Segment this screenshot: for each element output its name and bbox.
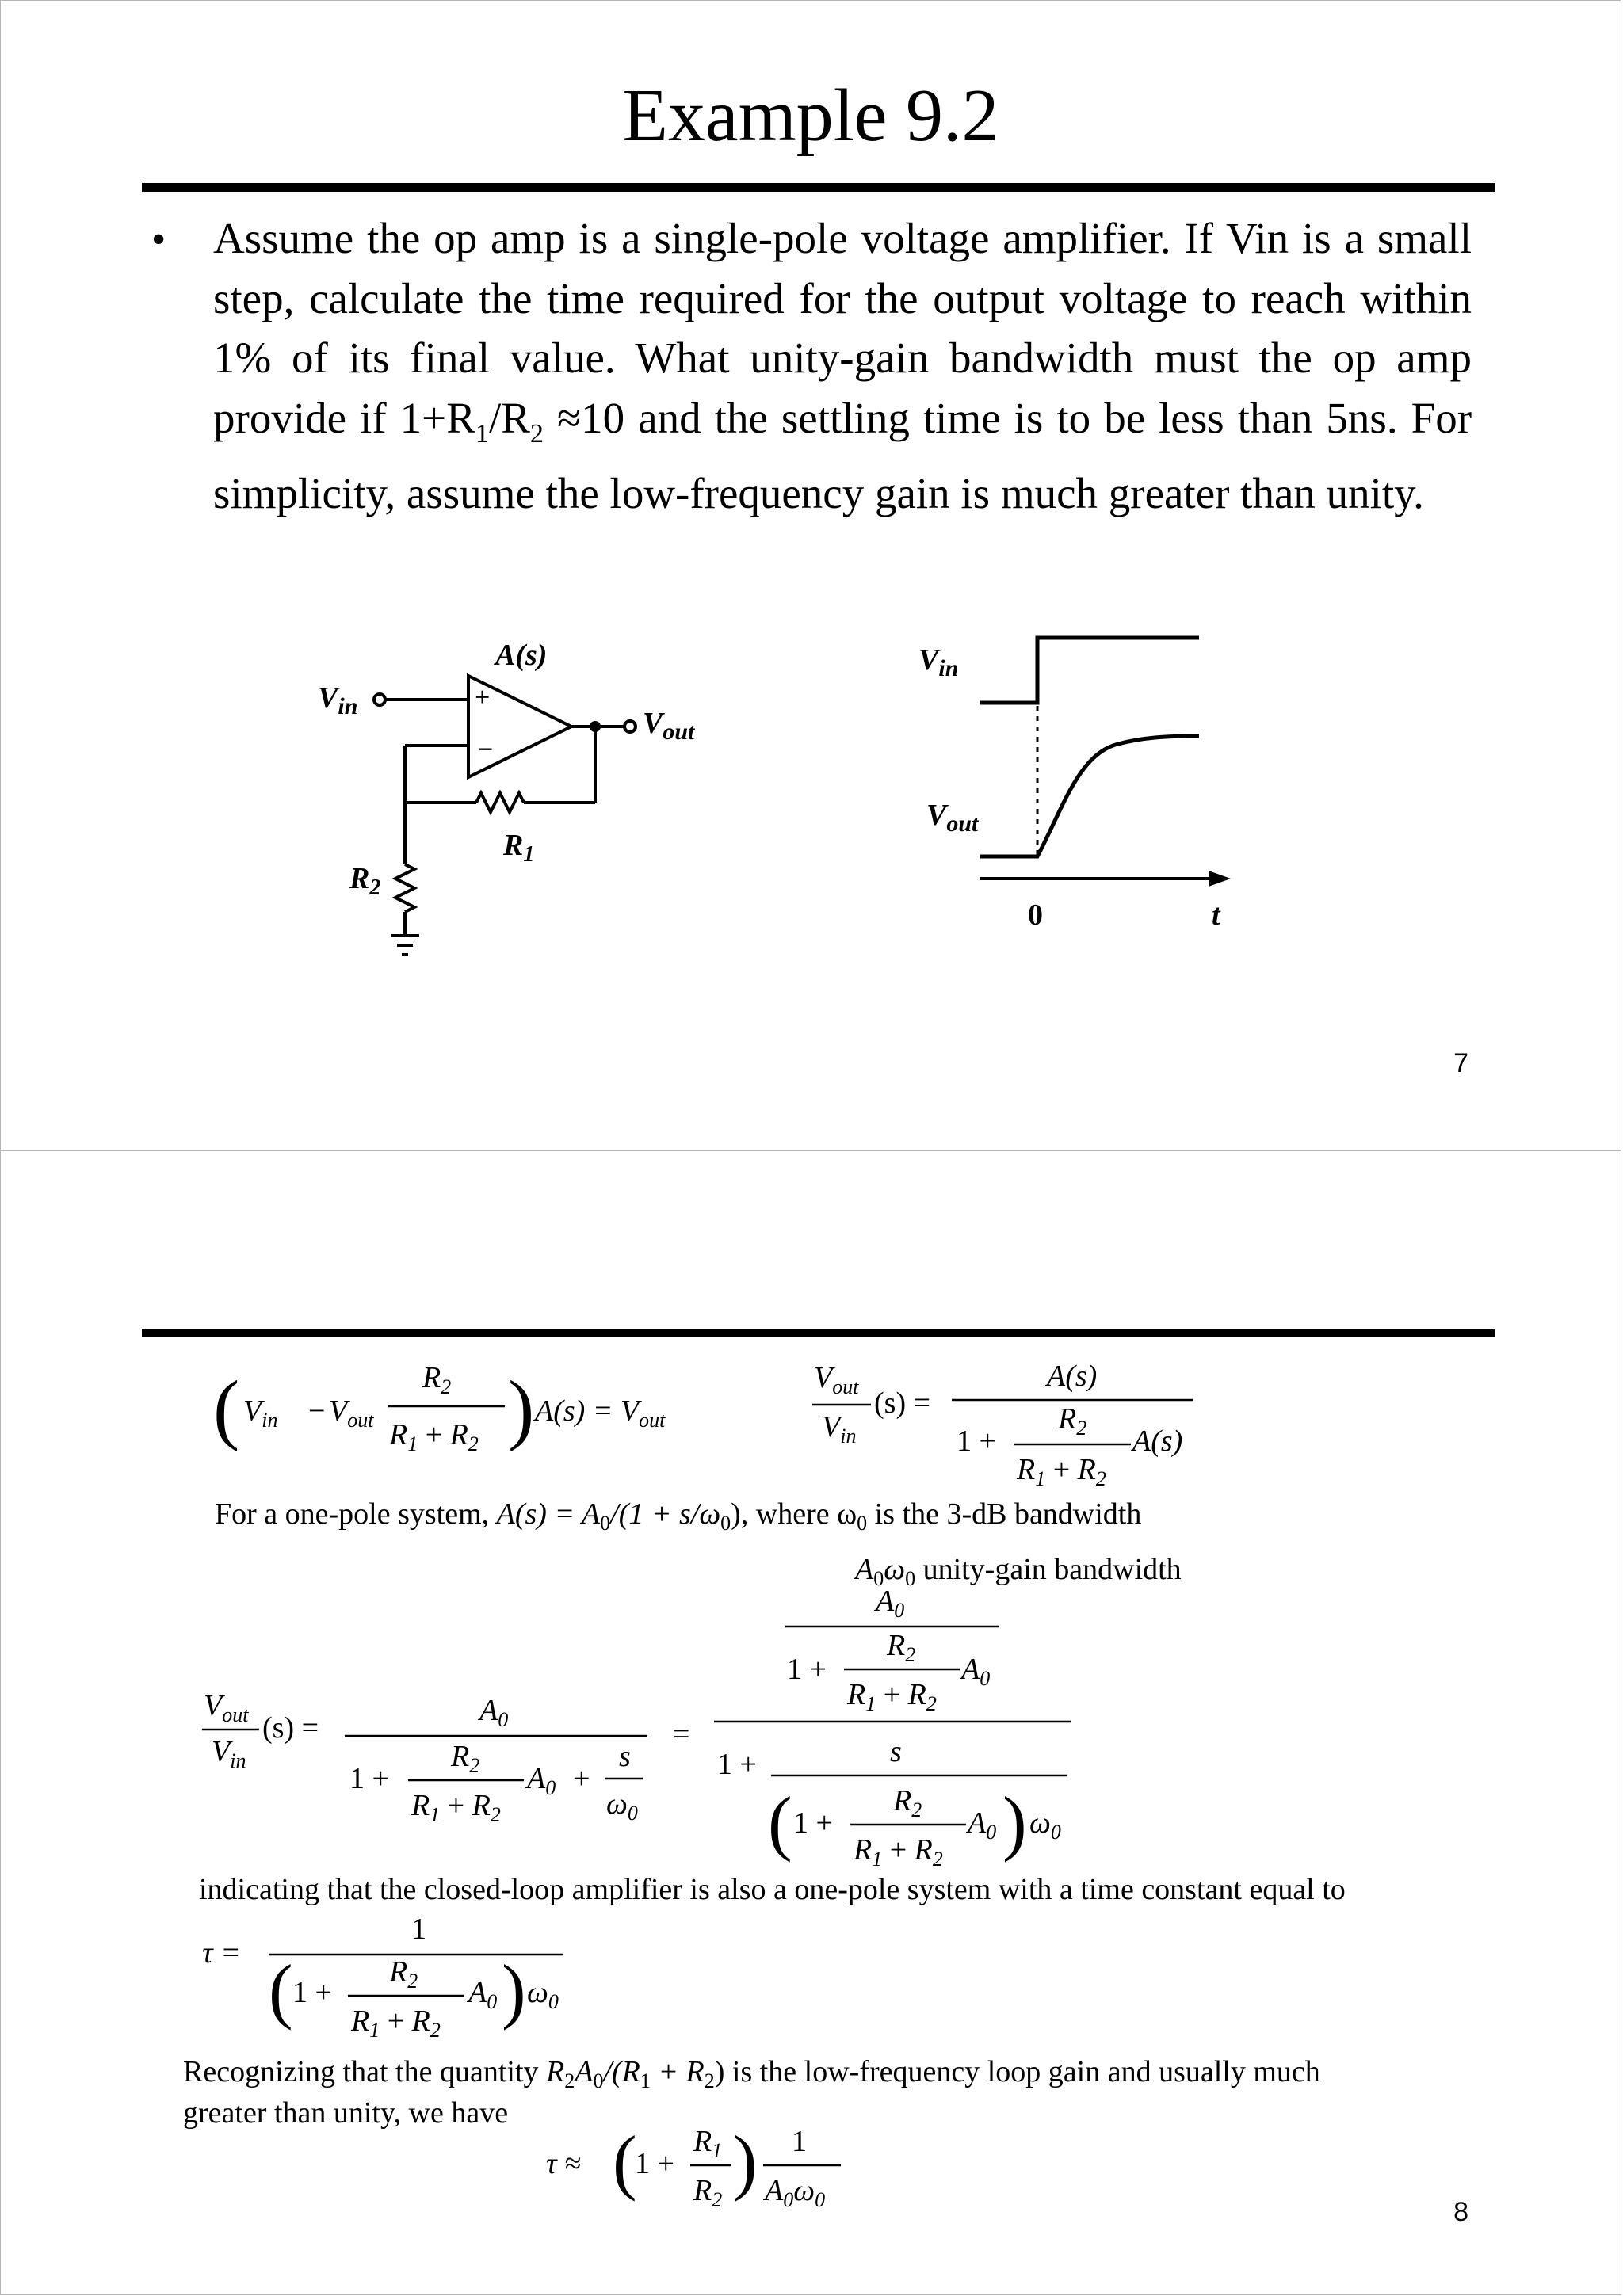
minus-sign: −	[478, 735, 494, 765]
opamp-circuit	[302, 627, 746, 975]
svg-text:ω0: $\omega_0$	[527, 1976, 559, 2013]
time-constant-equation	[202, 1913, 563, 2042]
svg-text:R1 + R2: $R_1 + R_2$	[411, 1789, 501, 1826]
svg-text:A(s) = Vout: $A(s) = V_{out}$	[535, 1394, 666, 1432]
svg-text:Vin: $V_{in}$	[243, 1394, 278, 1432]
r2-subscript: 2	[529, 418, 544, 448]
svg-text:s: s	[890, 1735, 902, 1768]
vin-step-trace	[980, 638, 1199, 703]
svg-text:A0: $A_0$	[527, 1762, 556, 1799]
svg-text:R2: $R_2$	[693, 2174, 723, 2211]
svg-text:A0: $A_0$	[876, 1585, 905, 1622]
svg-text:(s) =: (s) =	[262, 1711, 319, 1745]
svg-text:(s) =: (s) =	[874, 1386, 931, 1420]
recognizing-line: Recognizing that the quantity $R_2A_0/(R_1 + R_2)$ is the low-frequency loop gain and usually much	[183, 2055, 1320, 2092]
approx-time-constant-equation	[546, 2121, 841, 2211]
svg-text:A0ω0: $A_0\omega_0$	[765, 2174, 826, 2211]
svg-text:A0: $A_0$	[468, 1976, 498, 2013]
time-axis-arrow	[1209, 871, 1231, 887]
vout-terminal	[624, 721, 636, 732]
svg-text:R2: $R_2$	[422, 1361, 452, 1398]
svg-text:A(s): A(s)	[1047, 1360, 1098, 1393]
vin-wave-label: $V_{in}$	[918, 643, 959, 681]
svg-text:+: +	[573, 1762, 590, 1795]
svg-text:Vout: $V_{out}$	[204, 1689, 249, 1726]
onepole-line: For a one-pole system, $A(s) = A_0/(1 + s/\omega_0)$, where $\omega_0$ is the 3-dB bandwidth	[215, 1497, 1142, 1535]
svg-text:): )	[733, 2121, 758, 2202]
svg-text:ω0: $\omega_0$	[1029, 1806, 1061, 1844]
closed-loop-transfer-equation	[812, 1360, 1193, 1490]
svg-text:A0: $A_0$	[961, 1653, 991, 1690]
svg-text:=: =	[673, 1718, 690, 1751]
slash-r: /R	[488, 393, 530, 442]
r1-label: $R_1$	[503, 829, 535, 867]
svg-text:R2: $R_2$	[887, 1629, 916, 1666]
svg-text:R1 + R2: $R_1 + R_2$	[847, 1678, 937, 1715]
feedback-equation	[213, 1361, 666, 1455]
output-node-dot	[590, 721, 601, 732]
svg-text:1 +: 1 +	[635, 2147, 674, 2180]
greater-than-unity-line: greater than unity, we have	[183, 2096, 509, 2130]
amp-label: A(s)	[495, 639, 548, 672]
indicating-line: indicating that the closed-loop amplifier is also a one-pole system with a time constant equal to	[199, 1873, 1346, 1906]
r2-resistor	[395, 864, 414, 912]
svg-text:): )	[508, 1364, 535, 1452]
vout-wave-label: $V_{out}$	[926, 799, 979, 837]
svg-text:1: 1	[792, 2125, 807, 2158]
svg-text:A0: $A_0$	[479, 1694, 509, 1731]
closed-loop-onepole-equation	[202, 1585, 1071, 1871]
problem-statement	[213, 208, 1472, 524]
slide-8	[0, 1150, 1621, 2295]
svg-text:1 +: 1 +	[292, 1976, 332, 2009]
svg-text:R2: $R_2$	[389, 1955, 418, 1993]
title-rule	[142, 183, 1495, 192]
svg-text:R1 + R2: $R_1 + R_2$	[1017, 1453, 1106, 1490]
vin-terminal	[374, 694, 385, 705]
svg-text:R2: $R_2$	[893, 1784, 922, 1821]
unity-gain-bandwidth-line: $A_0\omega_0$ unity-gain bandwidth	[855, 1553, 1182, 1590]
statement-part-2: ≈10 and the settling time is to be less than 5ns. For simplicity, assume the low-frequency gain is much greater than unity.	[213, 393, 1472, 517]
svg-text:): )	[502, 1950, 526, 2031]
page-number: 7	[1453, 1048, 1468, 1078]
svg-text:R1: $R_1$	[693, 2125, 723, 2162]
svg-text:Vin: $V_{in}$	[822, 1410, 857, 1447]
origin-label: 0	[1028, 898, 1043, 932]
svg-text:(: (	[613, 2121, 637, 2202]
vout-response-trace	[980, 736, 1199, 856]
svg-text:R1 + R2: $R_1 + R_2$	[854, 1833, 943, 1871]
svg-text:1 +: 1 +	[787, 1653, 827, 1686]
svg-text:τ =: τ =	[202, 1936, 241, 1970]
svg-text:A(s): A(s)	[1132, 1425, 1183, 1458]
svg-text:(: (	[768, 1782, 792, 1863]
svg-text:R2: $R_2$	[1058, 1402, 1087, 1440]
svg-text:): )	[1002, 1782, 1027, 1863]
page-number: 8	[1453, 2197, 1468, 2227]
svg-text:1 +: 1 +	[349, 1762, 389, 1795]
svg-text:s: s	[619, 1740, 631, 1773]
svg-text:1: 1	[411, 1913, 426, 1946]
svg-text:ω0: $\omega_0$	[606, 1787, 638, 1825]
derivation	[1, 1151, 1622, 2296]
svg-text:Vin: $V_{in}$	[212, 1735, 246, 1772]
svg-text:R2: $R_2$	[451, 1740, 480, 1777]
svg-text:Vout: $V_{out}$	[329, 1394, 374, 1432]
r2-label: $R_2$	[349, 862, 381, 900]
svg-text:1 +: 1 +	[717, 1748, 757, 1781]
bullet-marker: •	[151, 217, 166, 262]
svg-text:τ ≈: τ ≈	[546, 2147, 581, 2180]
svg-text:1 +: 1 +	[793, 1806, 833, 1840]
svg-text:R1 + R2: $R_1 + R_2$	[351, 2004, 441, 2042]
slide-title: Example 9.2	[622, 74, 999, 157]
svg-text:(: (	[269, 1950, 293, 2031]
vout-label: $V_{out}$	[643, 707, 695, 745]
svg-text:(: (	[213, 1364, 240, 1452]
svg-text:−: −	[308, 1394, 326, 1428]
svg-text:R1 + R2: $R_1 + R_2$	[389, 1418, 479, 1455]
statement-part-1: Assume the op amp is a single-pole voltage amplifier. If Vin is a small step, calculate the time required for the output voltage to reach within 1% of its final value. What unity-gain bandwidth must the op amp provide if 1+R	[213, 214, 1472, 442]
svg-text:A0: $A_0$	[968, 1806, 997, 1844]
time-label: t	[1212, 898, 1220, 932]
plus-sign: +	[475, 683, 491, 712]
vin-label: $V_{in}$	[318, 681, 358, 719]
svg-text:Vout: $V_{out}$	[814, 1361, 859, 1398]
r1-resistor	[476, 793, 524, 812]
step-response-waveform	[904, 627, 1277, 944]
r1-subscript: 1	[475, 418, 489, 448]
svg-text:1 +: 1 +	[957, 1425, 996, 1458]
